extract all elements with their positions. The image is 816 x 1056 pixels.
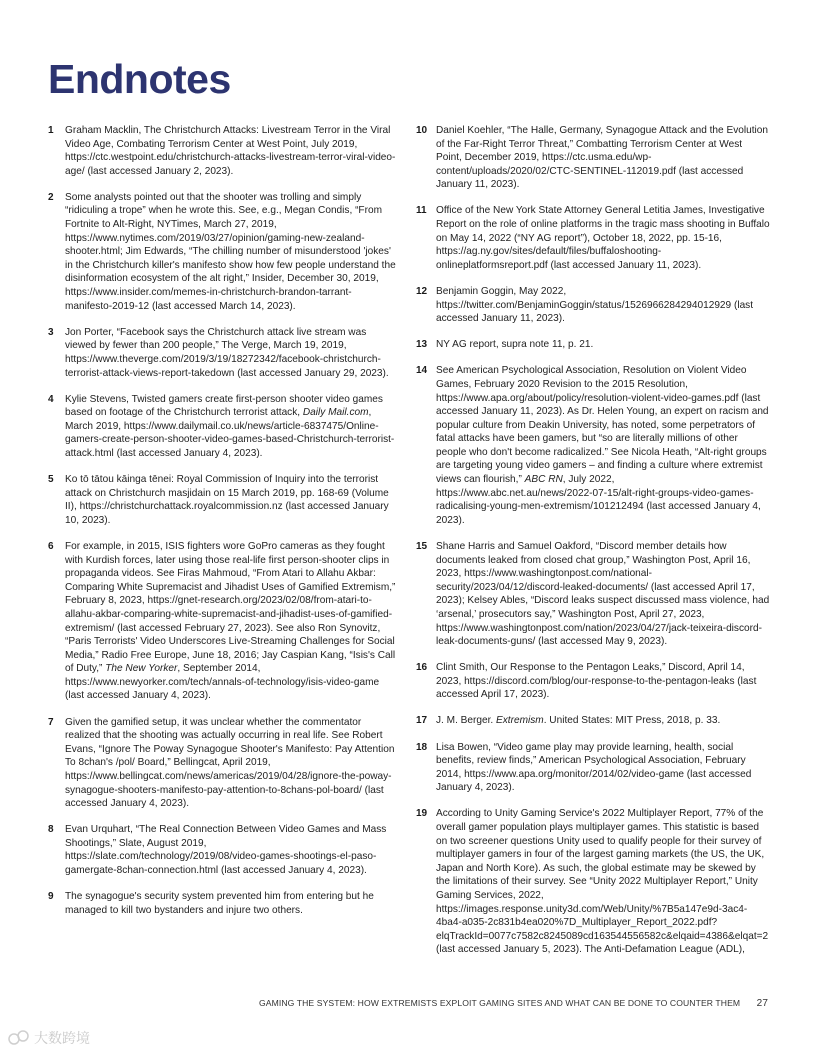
page-number: 27 bbox=[756, 998, 768, 1009]
endnote-number: 18 bbox=[416, 741, 428, 753]
endnote-text: The synagogue's security system prevented him from entering but he managed to kill two bystanders and injure two others. bbox=[65, 891, 374, 916]
endnote-13 bbox=[416, 338, 770, 352]
endnote-text-part: , September 2014, https://www.newyorker.com/tech/annals-of-technology/isis-video-game (last accessed January 4, 2023). bbox=[65, 663, 380, 702]
watermark bbox=[8, 1028, 90, 1048]
endnote-7 bbox=[48, 716, 396, 811]
endnote-text-part: J. M. Berger. bbox=[436, 715, 497, 727]
endnote-text-italic: Extremism bbox=[496, 715, 544, 727]
endnote-number: 2 bbox=[48, 191, 54, 203]
endnote-text: Given the gamified setup, it was unclear whether the commentator realized that the shooting was actually occurring in real life. See Robert Evans, “Ignore The Poway Synagogue Shooter's Manifesto: Pay Attention To 8chan's /pol/ Board,” Bellingcat, April 2019, https://www.bellingcat.com/news/americas/2019/04/28/ignore-the-poway-synagogue-shooters-manifesto-pay-attention-to-8chans-pol-board/ (last accessed January 4, 2023). bbox=[65, 716, 395, 810]
endnote-text: Jon Porter, “Facebook says the Christchurch attack live stream was viewed by fewer than 200 people,” The Verge, March 19, 2019, https://www.theverge.com/2019/3/19/18272342/facebook-christchurch-terrorist-attack-views-report-takedown (last accessed January 29, 2023). bbox=[65, 326, 389, 379]
endnote-text-part: . United States: MIT Press, 2018, p. 33. bbox=[543, 715, 721, 727]
endnote-text bbox=[65, 393, 396, 461]
endnote-text-part: For example, in 2015, ISIS fighters wore GoPro cameras as they fought with Kurdish forces, later using those real-life first person-shooter clips in propaganda videos. See Firas Mahmoud, “From Atari to Allahu Akbar: Comparing White Supremacist and Jihadist Uses of Gamified Extremism,” February 8, 2023, https://gnet-research.org/2023/02/08/from-atari-to-allahu-akbar-comparing-white-supremacist-and-jihadist-uses-of-gamified-extremism/ (last accessed February 27, 2023). See also Ron Synovitz, “Paris Terrorists' Video Underscores Live-Streaming Challenges for Social Media,” Radio Free Europe, June 18, 2016; Jay Caspian Kang, “Isis's Call of Duty,” bbox=[65, 540, 396, 675]
endnote-text: NY AG report, supra note 11, p. 21. bbox=[436, 339, 594, 351]
endnote-6 bbox=[48, 540, 396, 703]
endnote-text bbox=[436, 714, 770, 728]
endnote-text: Daniel Koehler, “The Halle, Germany, Synagogue Attack and the Evolution of the Far-Right Terror Threat,” Combatting Terrorism Center at West Point, December 2019, https://ctc.usma.edu/wp-content/uploads/2020/02/CTC-SENTINEL-112019.pdf (last accessed January 11, 2023). bbox=[436, 125, 768, 191]
endnote-number: 7 bbox=[48, 716, 54, 728]
endnote-number: 8 bbox=[48, 824, 54, 836]
endnote-text: Shane Harris and Samuel Oakford, “Discord member details how documents leaked from closed chat group,” Washington Post, April 16, 2023, https://www.washingtonpost.com/national-security/2023/04/12/discord-leaked-documents/ (last accessed April 17, 2023); Kelsey Ables, “Discord leaks suspect discussed mass violence, had ‘arsenal,’ prosecutors say,” Washington Post, April 27, 2023, https://www.washingtonpost.com/nation/2023/04/27/jack-teixeira-discord-leak-documents-guns/ (last accessed May 9, 2023). bbox=[436, 540, 770, 648]
endnote-text: According to Unity Gaming Service's 2022 Multiplayer Report, 77% of the overall gamer population plays multiplayer games. This statistic is based on two screener questions Unity used to qualify people for their survey of multiplayer gamers in four of the largest gaming markets (the US, the UK, Japan and North Kore). As such, the global estimate may be skewed by the limitations of their survey. See “Unity 2022 Multiplayer Report,” Unity Gaming Services, 2022, https://images.response.unity3d.com/Web/Unity/%7B5a147e9d-3ac4-4ba4-a035-2c831b4ea020%7D_Multiplayer_Report_2022.pdf?elqTrackId=0077c7582c8245089cd163544556582c&elqaid=4386&elqat=2 (last accessed January 5, 2023). The Anti-Defamation League (ADL), bbox=[436, 808, 769, 956]
endnote-number: 17 bbox=[416, 715, 428, 727]
endnote-text: Graham Macklin, The Christchurch Attacks: Livestream Terror in the Viral Video Age, Combating Terrorism Center at West Point, July 2019, https://ctc.westpoint.edu/christchurch-attacks-livestream-terror-viral-video-age/ (last accessed January 2, 2023). bbox=[65, 125, 396, 177]
endnote-10 bbox=[416, 124, 770, 192]
endnote-text: Benjamin Goggin, May 2022, https://twitter.com/BenjaminGoggin/status/1526966284294012929 (last accessed January 11, 2023). bbox=[436, 285, 754, 325]
endnote-19 bbox=[416, 807, 770, 957]
endnote-number: 12 bbox=[416, 285, 428, 297]
endnote-text-italic: ABC RN bbox=[524, 474, 563, 486]
endnote-4 bbox=[48, 393, 396, 461]
endnote-text-part: See American Psychological Association, Resolution on Violent Video Games, February 2020 Revision to the 2015 Resolution, https://www.apa.org/about/policy/resolution-violent-video-games.pdf (last accessed January 11, 2023). As Dr. Helen Young, an expert on racism and popular culture from Deakin University, has noted, some perpetrators of fatal attacks have been gamers, but “so are literally millions of other people who don't become radicalized.” See Nicola Heath, “Alt-right groups are targeting young video gamers – and finding a culture where extremist views can flourish,” bbox=[436, 365, 769, 486]
endnotes-left-column bbox=[48, 124, 396, 930]
endnote-number: 3 bbox=[48, 326, 54, 338]
endnote-number: 6 bbox=[48, 540, 54, 552]
endnote-number: 4 bbox=[48, 393, 54, 405]
endnote-text: Office of the New York State Attorney General Letitia James, Investigative Report on the role of online platforms in the tragic mass shooting in Buffalo on May 14, 2022 (“NY AG report”), October 18, 2022, pp. 15-16, https://ag.ny.gov/sites/default/files/buffaloshooting-onlineplatformsreport.pdf (last accessed January 11, 2023). bbox=[436, 205, 770, 271]
endnote-number: 15 bbox=[416, 540, 428, 552]
endnote-number: 14 bbox=[416, 365, 428, 377]
endnote-8 bbox=[48, 823, 396, 877]
endnote-text bbox=[65, 540, 396, 703]
endnote-text-italic: Daily Mail.com bbox=[302, 407, 369, 419]
page-footer bbox=[200, 998, 768, 1009]
endnote-number: 13 bbox=[416, 339, 428, 351]
endnote-17 bbox=[416, 714, 770, 728]
endnote-12 bbox=[416, 285, 770, 326]
watermark-text: 大数跨境 bbox=[34, 1030, 90, 1046]
endnote-number: 11 bbox=[416, 205, 427, 217]
endnote-2 bbox=[48, 191, 396, 313]
endnote-text: Evan Urquhart, “The Real Connection Between Video Games and Mass Shootings,” Slate, August 2019, https://slate.com/technology/2019/08/video-games-shootings-el-paso-gamergate-8chan-connection.html (last accessed January 4, 2023). bbox=[65, 824, 387, 876]
endnote-text bbox=[436, 364, 770, 527]
endnotes-right-column bbox=[416, 124, 770, 969]
endnote-text-italic: The New Yorker bbox=[105, 663, 178, 675]
endnote-14 bbox=[416, 364, 770, 527]
endnote-number: 16 bbox=[416, 662, 428, 674]
endnote-1 bbox=[48, 124, 396, 178]
endnote-15 bbox=[416, 540, 770, 649]
endnote-9 bbox=[48, 890, 396, 917]
page-title: Endnotes bbox=[48, 56, 231, 102]
endnote-11 bbox=[416, 204, 770, 272]
endnote-number: 10 bbox=[416, 125, 428, 136]
endnote-text: Clint Smith, Our Response to the Pentagon Leaks,” Discord, April 14, 2023, https://discord.com/blog/our-response-to-the-pentagon-leaks (last accessed April 17, 2023). bbox=[436, 662, 757, 701]
endnote-number: 9 bbox=[48, 891, 54, 903]
watermark-logo-icon bbox=[8, 1029, 30, 1047]
endnote-5 bbox=[48, 473, 396, 527]
endnote-text: Ko tō tātou kāinga tēnei: Royal Commission of Inquiry into the terrorist attack on Christchurch masjidain on 15 March 2019, pp. 168-69 (Volume II), https://christchurchattack.royalcommission.nz (last accessed January 10, 2023). bbox=[65, 474, 389, 526]
running-title: GAMING THE SYSTEM: HOW EXTREMISTS EXPLOIT GAMING SITES AND WHAT CAN BE DONE TO COUNTER THEM bbox=[258, 998, 741, 1008]
endnote-16 bbox=[416, 661, 770, 702]
endnote-text-part: , July 2022, https://www.abc.net.au/news/2022-07-15/alt-right-groups-video-games-radicalising-young-men-extremism/101212494 (last accessed January 4, 2023). bbox=[436, 474, 761, 526]
endnote-number: 19 bbox=[416, 808, 428, 820]
endnote-number: 1 bbox=[48, 125, 54, 136]
endnote-text-part: , March 2019, https://www.dailymail.co.uk/news/article-6837475/Online-gamers-create-person-shooter-video-games-based-Christchurch-terrorist-attack.html (last accessed January 4, 2023). bbox=[65, 407, 395, 459]
endnote-3 bbox=[48, 326, 396, 380]
endnote-text: Lisa Bowen, “Video game play may provide learning, health, social benefits, review finds,” American Psychological Association, February 2014, https://www.apa.org/monitor/2014/02/video-game (last accessed January 4, 2023). bbox=[436, 741, 752, 794]
endnote-text: Some analysts pointed out that the shooter was trolling and simply “ridiculing a trope” when he wrote this. See, e.g., Megan Condis, “From Fortnite to Alt-Right, NYTimes, March 27, 2019, https://www.nytimes.com/2019/03/27/opinion/gaming-new-zealand-shooter.html; Jim Edwards, “The chilling number of misunderstood 'jokes' in the Christchurch killer's manifesto show how few people understand the disinformation ecosystem of the alt right,” Insider, December 30, 2019, https://www.insider.com/memes-in-christchurch-brandon-tarrant-manifesto-2019-12 (last accessed March 14, 2023). bbox=[65, 191, 396, 312]
endnote-18 bbox=[416, 741, 770, 795]
endnote-text-part: Kylie Stevens, Twisted gamers create first-person shooter video games based on footage of the Christchurch terrorist attack, bbox=[65, 393, 383, 419]
endnote-number: 5 bbox=[48, 474, 54, 486]
